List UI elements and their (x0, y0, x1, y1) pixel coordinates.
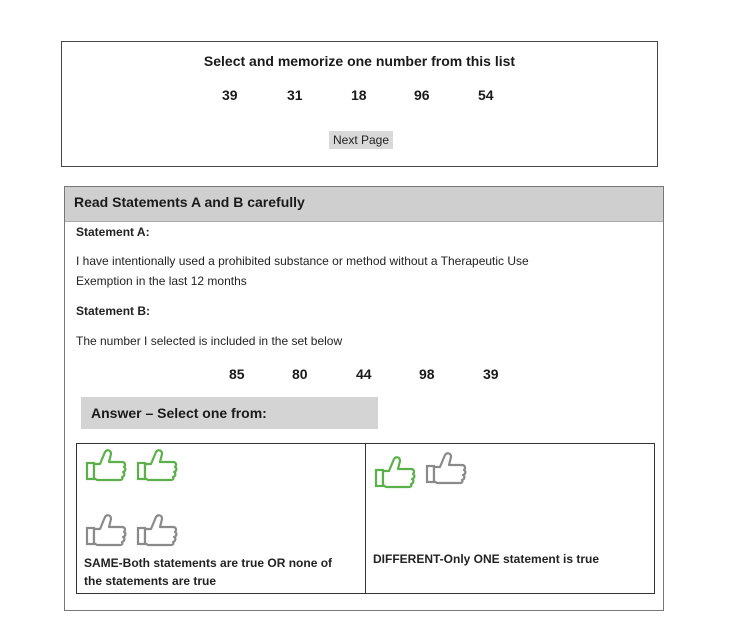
same-option-label-line1: SAME-Both statements are true OR none of (84, 556, 333, 570)
set-number: 80 (292, 366, 308, 382)
memory-panel (61, 41, 658, 167)
memory-number: 31 (287, 87, 303, 103)
statement-a-text-line2: Exemption in the last 12 months (76, 274, 247, 288)
thumbs-up-icon (85, 513, 129, 549)
memory-number: 54 (478, 87, 494, 103)
thumbs-up-icon (374, 455, 418, 491)
thumbs-up-icon (136, 513, 180, 549)
statement-a-text-line1: I have intentionally used a prohibited substance or method without a Therapeutic Use (76, 254, 529, 268)
question-header: Read Statements A and B carefully (65, 187, 663, 222)
memory-number: 39 (222, 87, 238, 103)
statement-b-label: Statement B: (76, 304, 151, 318)
question-panel (64, 186, 664, 611)
same-option-label-line2: the statements are true (84, 574, 217, 588)
set-number: 98 (419, 366, 435, 382)
thumbs-up-icon (425, 451, 469, 487)
set-number: 85 (229, 366, 245, 382)
thumbs-up-icon (136, 448, 180, 484)
set-number: 44 (356, 366, 372, 382)
set-number: 39 (483, 366, 499, 382)
answer-label: Answer – Select one from: (81, 397, 378, 429)
statement-b-text: The number I selected is included in the set below (76, 334, 343, 348)
memory-number: 18 (351, 87, 367, 103)
statement-a-label: Statement A: (76, 225, 150, 239)
next-page-button[interactable]: Next Page (329, 131, 393, 149)
thumbs-up-icon (85, 448, 129, 484)
memory-number: 96 (414, 87, 430, 103)
different-option[interactable] (365, 443, 655, 594)
same-option[interactable] (76, 443, 366, 594)
different-option-label: DIFFERENT-Only ONE statement is true (373, 552, 600, 566)
memory-title: Select and memorize one number from this list (203, 53, 516, 69)
